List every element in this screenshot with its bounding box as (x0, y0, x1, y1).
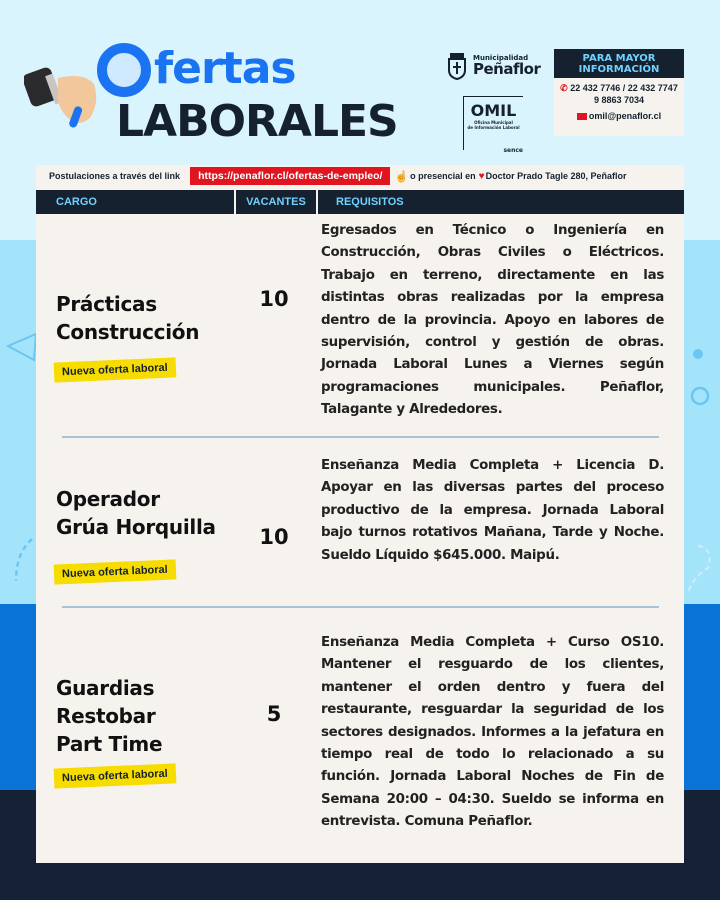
job-title-line: Restobar (56, 704, 156, 728)
dashed-curve-decoration (10, 535, 36, 585)
dashed-loop-decoration (684, 540, 720, 600)
header-requisitos: REQUISITOS (336, 196, 404, 208)
municipality-name: Peñaflor (473, 60, 541, 78)
table-header (36, 190, 684, 214)
hand-holding-magnifier-icon (24, 58, 104, 130)
apply-label: Postulaciones a través del link (49, 171, 181, 181)
title-fertas: fertas (154, 43, 296, 94)
address: Doctor Prado Tagle 280, Peñaflor (485, 171, 627, 181)
new-offer-badge: Nueva oferta laboral (54, 763, 177, 788)
job-title-line: Guardias (56, 676, 155, 700)
title-laborales: LABORALES (116, 96, 398, 147)
job-title-line: Prácticas (56, 292, 157, 316)
requirements: Enseñanza Media Completa + Licencia D. Apoyar en las diversas partes del proceso productivo de la empresa. Jornada Laboral bajo turnos rotativos Mañana, Tarde y Noche. Sueldo Líquido $645.000. Maipú. (321, 458, 664, 563)
job-title (56, 485, 216, 541)
vacancies: 10 (259, 525, 289, 549)
vacancies: 10 (259, 287, 289, 311)
table-row (36, 455, 684, 605)
contact-info-box (554, 49, 684, 136)
job-title-line: Construcción (56, 320, 200, 344)
job-title-line: Grúa Horquilla (56, 515, 216, 539)
omil-title: OMIL (470, 101, 517, 120)
job-title-line: Operador (56, 487, 160, 511)
job-offers-card (36, 165, 684, 863)
email-address[interactable]: omil@penaflor.cl (588, 111, 662, 121)
job-title (56, 674, 162, 758)
phone-icon: ✆ (560, 83, 568, 93)
omil-subtitle-2: de Información Laboral (467, 125, 520, 130)
table-row (36, 220, 684, 437)
vacancies: 5 (266, 702, 282, 726)
contact-title-line1: PARA MAYOR (582, 53, 656, 64)
row-divider (62, 606, 659, 608)
job-title (56, 290, 199, 346)
phone-numbers[interactable]: 22 432 7746 / 22 432 7747 (570, 83, 678, 93)
header-vacantes: VACANTES (236, 190, 318, 214)
paper-plane-icon (6, 330, 40, 370)
pointer-hand-icon: ☝ (394, 170, 409, 183)
header-cargo: CARGO (36, 190, 236, 214)
requirements: Enseñanza Media Completa + Curso OS10. Mantener el resguardo de los clientes, mantener el orden dentro y fuera del restaurante, resguardar la seguridad de los sectores designados. Informes a la jefatura en tiempo real de todo lo relacionado a su función. Jornada Laboral Noches de Fin de Semana 20:00 – 04:30. Sueldo se informa en entrevista. Comuna Peñaflor. (321, 635, 664, 830)
new-offer-badge: Nueva oferta laboral (54, 559, 177, 584)
phone-mobile[interactable]: 9 8863 7034 (593, 95, 645, 105)
email-line (554, 110, 684, 122)
job-title-line: Part Time (56, 732, 163, 756)
municipality-small-label: Municipalidad (473, 54, 529, 62)
table-row (36, 632, 684, 852)
circle-decoration (686, 340, 716, 410)
municipality-logo (447, 52, 540, 80)
magnifier-o-letter (97, 43, 151, 97)
phone-line (554, 82, 684, 94)
omil-subtitle-1: Oficina Municipal (474, 120, 513, 125)
location-pin-icon: ♥ (478, 170, 485, 182)
shield-icon (447, 52, 467, 80)
presencial-label: o presencial en (410, 171, 476, 181)
omil-logo (463, 96, 523, 154)
new-offer-badge: Nueva oferta laboral (54, 357, 177, 382)
sence-logo: sence (503, 147, 523, 154)
row-divider (62, 436, 659, 438)
email-icon (577, 113, 587, 120)
requirements: Egresados en Técnico o Ingeniería en Construcción, Obras Civiles o Eléctricos. Trabajo en terreno, directamente en las distintas obras realizadas por la empresa dentro de la provincia. Apoyo en labores de supervisión, control y gestión de obras. Jornada Laboral Lunes a Viernes según programaciones municipales. Peñaflor, Talagante y Alrededores. (321, 223, 664, 418)
contact-info-title (554, 49, 684, 78)
application-bar (36, 165, 684, 187)
contact-title-line2: INFORMACIÓN (578, 64, 660, 75)
apply-link[interactable]: https://penaflor.cl/ofertas-de-empleo/ (190, 167, 390, 185)
